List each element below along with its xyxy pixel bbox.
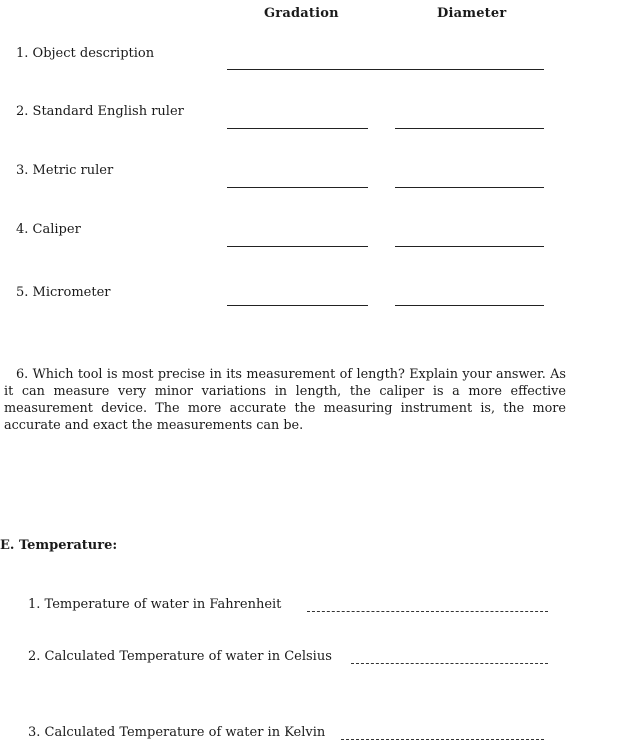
english-ruler-gradation-line[interactable] (227, 128, 368, 129)
temp-kelvin-answer-line[interactable] (341, 739, 544, 740)
temp-fahrenheit-label: 1. Temperature of water in Fahrenheit (28, 597, 282, 612)
section-e-title: E. Temperature: (0, 538, 118, 553)
caliper-gradation-line[interactable] (227, 246, 368, 247)
item-object-description: 1. Object description (16, 46, 155, 61)
question-6-paragraph (4, 366, 566, 434)
temp-kelvin-label: 3. Calculated Temperature of water in Kelvin (28, 725, 326, 740)
english-ruler-diameter-line[interactable] (395, 128, 544, 129)
temp-celsius-answer-line[interactable] (351, 663, 548, 664)
micrometer-diameter-line[interactable] (395, 305, 544, 306)
object-description-answer-line[interactable] (227, 69, 544, 70)
item-metric-ruler: 3. Metric ruler (16, 163, 114, 178)
metric-ruler-diameter-line[interactable] (395, 187, 544, 188)
item-micrometer: 5. Micrometer (16, 285, 111, 300)
gradation-header: Gradation (264, 6, 339, 21)
temp-celsius-label: 2. Calculated Temperature of water in Celsius (28, 649, 332, 664)
diameter-header: Diameter (437, 6, 507, 21)
micrometer-gradation-line[interactable] (227, 305, 368, 306)
temp-fahrenheit-answer-line[interactable] (307, 611, 548, 612)
item-caliper: 4. Caliper (16, 222, 81, 237)
question-6-text: 6. Which tool is most precise in its measurement of length? Explain your answer. As it can measure very minor variations in length, the caliper is a more effective measurement device. The more accurate the measuring instrument is, the more accurate and exact the measurements can be. (4, 367, 566, 433)
metric-ruler-gradation-line[interactable] (227, 187, 368, 188)
caliper-diameter-line[interactable] (395, 246, 544, 247)
item-standard-english-ruler: 2. Standard English ruler (16, 104, 184, 119)
